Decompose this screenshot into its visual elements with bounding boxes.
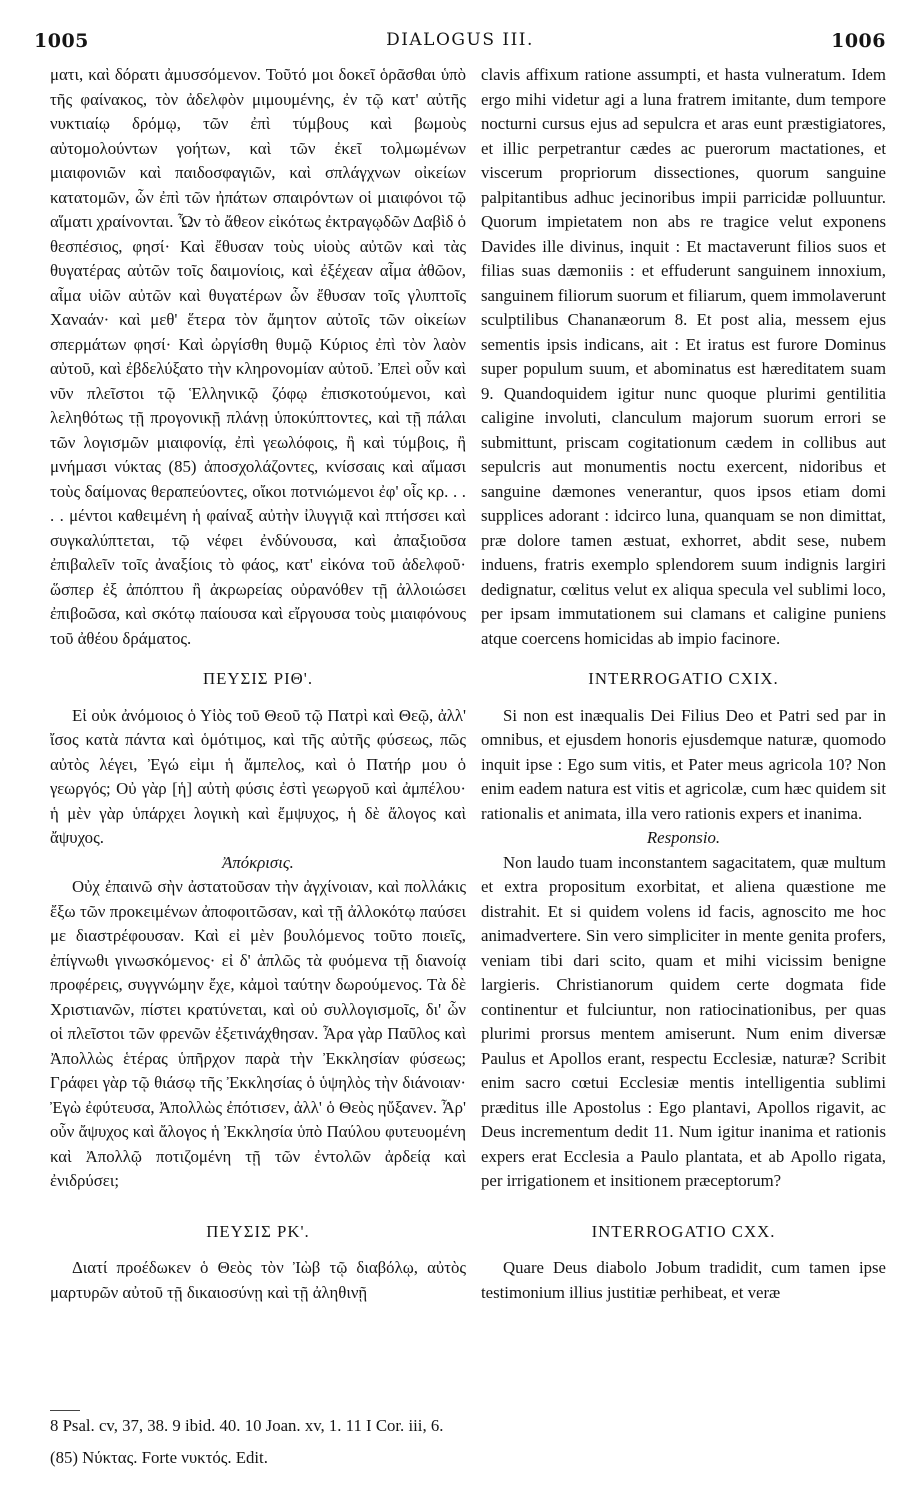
latin-question-119: Si non est inæqualis Dei Filius Deo et Patri sed par in omnibus, et ejusdem honoris ejusdemque naturæ, quomodo inquit ipse : Ego sum vitis, et Pater meus agricola 10? Non enim eadem natura est vitis et agricolæ, cum hæc quidem sit rationalis et animata, illa vero rationis expers et inanima. (481, 705, 886, 823)
running-title: DIALOGUS III. (386, 30, 534, 50)
greek-heading-120: ΠΕΥΣΙΣ ΡΚ'. (206, 1221, 310, 1241)
latin-heading-120: INTERROGATIO CXX. (591, 1221, 776, 1241)
greek-question-119: Εἰ οὐκ ἀνόμοιος ὁ Υἱὸς τοῦ Θεοῦ τῷ Πατρὶ καὶ Θεῷ, ἀλλ' ἴσος κατὰ πάντα καὶ ὁμότιμος, καὶ τῆς αὐτῆς φύσεως, πῶς αὐτὸς λέγει, Ἐγώ εἰμι ἡ ἄμπελος, καὶ ὁ Πατήρ μου ὁ γεωργός; Οὐ γὰρ [ἡ] αὐτὴ φύσις ἐστὶ γεωργοῦ καὶ ἀμπέλου· ἡ μὲν γὰρ ὑπάρχει λογικὴ καὶ ἔμψυχος, ἡ δὲ ἄλογος καὶ ἄψυχος. (50, 705, 466, 847)
footnotes (50, 1415, 870, 1479)
editorial-note: (85) Νύκτας. Forte νυκτός. Edit. (50, 1448, 268, 1467)
latin-question-120: Quare Deus diabolo Jobum tradidit, cum tamen ipse testimonium illius justitiæ perhibeat, et veræ (481, 1258, 886, 1302)
footnote-divider (50, 1410, 80, 1411)
greek-paragraph-1: ματι, καὶ δόρατι ἀμυσσόμενον. Τοῦτό μοι δοκεῖ ὁρᾶσθαι ὑπὸ τῆς φαίνακος, τὸν ἀδελφὸν μιμουμένης, ἐν τῷ κατ' αὐτῆς νυκτιαίῳ δρόμῳ, τῶν ἐπὶ τύμβους καὶ βωμοὺς αὐτομολούντων γοήτων, καὶ τῶν ἐκεῖ τολμωμένων μιαιφονιῶν καὶ παιδοσφαγιῶν, καὶ σπλάγχνων οἰκείων κατατομῶν, ὧν ἐπὶ τῶν ἠπάτων σπαιρόντων οἱ μιαιφόνοι τῷ αἵματι χραίνονται. Ὧν τὸ ἄθεον εἰκότως ἐκτραγῳδῶν Δαβὶδ ὁ θεσπέσιος, φησί· Καὶ ἔθυσαν τοὺς υἱοὺς αὐτῶν καὶ τὰς θυγατέρας αὐτῶν τοῖς δαιμονίοις, καὶ ἐξέχεαν αἷμα ἀθῶον, αἷμα υἱῶν αὐτῶν καὶ θυγατέρων ὧν ἔθυσαν τοῖς γλυπτοῖς Χαναάν· καὶ μεθ' ἕτερα τὸν ἄμητον αὐτοῖς τῶν οἰκείων σπερμάτων φησί· Καὶ ὠργίσθη θυμῷ Κύριος ἐπὶ τὸν λαὸν αὐτοῦ, καὶ ἐβδελύξατο τὴν κληρονομίαν αὐτοῦ. Ἐπεὶ οὖν καὶ νῦν πλεῖστοι τῷ Ἑλληνικῷ ζόφῳ ἐπισκοτούμενοι, καὶ λεληθότως τῇ προγονικῇ πλάνῃ ὑποκύπτοντες, καὶ τῇ πάλαι τῶν λογισμῶν μιαιφονίᾳ, ἐπὶ γεωλόφοις, ἢ καὶ τύμβοις, ἢ μνήμασι νύκτας (85) ἀποσχολάζοντες, κνίσσαις καὶ αἵμασι τοὺς δαίμονας θεραπεύοντες, οἴκοι ποτνιώμενοι ἐφ' οἷς κρ. . . . . μέντοι καθειμένη ἡ φαίναξ αὐτὴν ἰλυγγιᾷ καὶ πτήσσει καὶ συγκαλύπτεται, τῷ νέφει ἐνδύνουσα, καὶ ἀπαξιοῦσα ἐπιβαλεῖν τοῖς ἀναξίοις τὸ φάος, κατ' εἰκόνα τοῦ ἀδελφοῦ· ὥσπερ ἐξ ἀπόπτου ἢ ἀκρωρείας οὐρανόθεν τῇ ἀλλοιώσει ἐπιβοῶσα, καὶ σκότῳ παίουσα καὶ εἴργουσα τοὺς μιαιφόνους τοῦ ἀθέου δράματος. (50, 65, 466, 648)
greek-response-label: Ἀπόκρισις. (222, 852, 294, 872)
latin-paragraph-1: clavis affixum ratione assumpti, et hasta vulneratum. Idem ergo mihi videtur agi a luna fratrem imitante, dum tempore nocturni cursus ejus ad sepulcra et aras eunt præstigiatores, et illic perpetrantur cædes ac puerorum mactationes, et viscerum propriorum dissectiones, quorum sanguine palpitantibus adhuc jecinoribus impii parricidæ polluuntur. Quorum impietatem non abs re tragice velut exponens Davides ille divinus, inquit : Et mactaverunt filios suos et filias suas dæmoniis : et effuderunt sanguinem innoxium, sanguinem filiorum suorum et filiarum, quem immolaverunt sculptilibus Chananæorum 8. Et post alia, messem ejus sementis ipsis indicans, ait : Et iratus est furore Dominus super populum suum, et abominatus est hæreditatem suam 9. Quandoquidem igitur nunc quoque plurimi gentilitia caligine involuti, clanculum majorum suorum errori se submittunt, priscam cogitationum cædem in collibus aut sepulcris aut monumentis noctu exercent, nidoribus et sanguine dæmones venerantur, quos ipsos etiam domi supplices adorant : idcirco luna, quanquam se non dimittat, præ dolore tamen æstuat, exhorret, abdit sese, nubem induens, fratris exemplo splendorem suum indignis largiri dedignatur, cœlitus velut ex aliqua specula vel sublimi loco, per ipsam immutationem sui clamans et caligine puniens atque coercens homicidas ab impio facinore. (481, 65, 887, 648)
latin-response-119: Non laudo tuam inconstantem sagacitatem, quæ multum et extra propositum exorbitat, et aliena quæstione me distrahit. Et si quidem volens id facis, agnoscito me hoc animadvertere. Sin vero simpliciter in mente genita profers, veniam tibi dari scito, quam et mihi vicissim benigne largieris. Christianorum quidem certe dogmata fide continentur et fulciuntur, non ratiocinationibus, per quas plurimi prorsus mentem amiserunt. Num enim diversæ Paulus et Apollos erant, respectu Ecclesiæ, naturæ? Scribit enim sacro cœtui Ecclesiæ mentis intelligentia sublimi præditus ille Apostolus : Ego plantavi, Apollos rigavit, ac Deus incrementum dedit 11. Num igitur inanima et rationis expers erat Ecclesia a Paulo plantata, et ab Apollo rigata, per irrigationem et insitionem præceptorum? (481, 852, 886, 1190)
greek-column (50, 63, 466, 1305)
left-page-number: 1005 (34, 30, 89, 52)
greek-heading-119: ΠΕΥΣΙΣ ΡΙΘ'. (202, 669, 314, 688)
footnote-references: 8 Psal. cv, 37, 38. 9 ibid. 40. 10 Joan. xv, 1. 11 I Cor. iii, 6. (50, 1416, 444, 1435)
latin-column (481, 63, 886, 1305)
right-page-number: 1006 (831, 30, 886, 52)
page-header (34, 30, 886, 56)
latin-response-label: Responsio. (646, 828, 721, 847)
latin-heading-119: INTERROGATIO CXIX. (588, 669, 779, 688)
greek-response-119: Οὐχ ἐπαινῶ σὴν ἀστατοῦσαν τὴν ἀγχίνοιαν, καὶ πολλάκις ἔξω τῶν προκειμένων ἀποφοιτῶσαν, καὶ τῇ ἀλλοκότῳ παύσει με διαστρέφουσαν. Καὶ εἰ μὲν βουλόμενος τοῦτο ποιεῖς, ἐπίγνωθι γινωσκόμενος· εἰ δ' ἁπλῶς τὰ φυόμενα τῇ διανοίᾳ προφέρεις, συγγνώμην ἔχε, κἀμοὶ ταύτην δωρούμενος. Τὰ δὲ Χριστιανῶν, πίστει κρατύνεται, καὶ οὐ συλλογισμοῖς, δι' ὧν οἱ πλεῖστοι τῶν φρενῶν ἐξετινάχθησαν. Ἆρα γὰρ Παῦλος καὶ Ἀπολλὼς ἑτέρας ὑπῆρχον παρὰ τὴν Ἐκκλησίαν φύσεως; Γράφει γὰρ τῷ θιάσῳ τῆς Ἐκκλησίας ὁ ὑψηλὸς τὴν διάνοιαν· Ἐγὼ ἐφύτευσα, Ἀπολλὼς ἐπότισεν, ἀλλ' ὁ Θεὸς ηὔξανεν. Ἆρ' οὖν ἄψυχος καὶ ἄλογος ἡ Ἐκκλησία ὑπὸ Παύλου φυτευομένη καὶ Ἀπολλῷ ποτιζομένη τῇ τῶν ἐντολῶν ἀρδείᾳ καὶ ἐνιδρύσει; (50, 877, 466, 1190)
greek-question-120: Διατί προέδωκεν ὁ Θεὸς τὸν Ἰὼβ τῷ διαβόλῳ, αὐτὸς μαρτυρῶν αὐτοῦ τῇ δικαιοσύνῃ καὶ τῇ ἀληθινῇ (50, 1258, 466, 1302)
